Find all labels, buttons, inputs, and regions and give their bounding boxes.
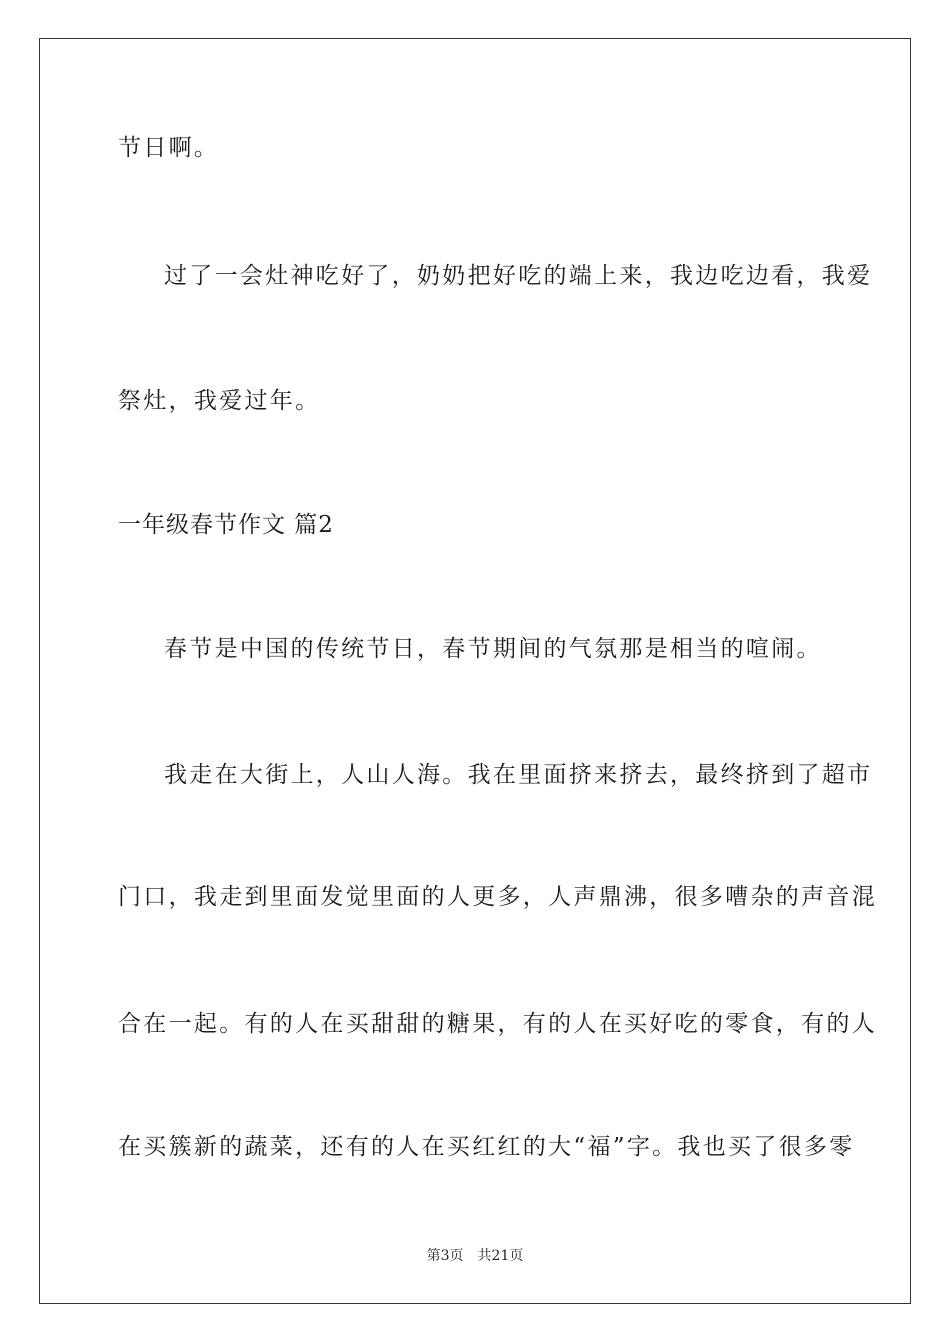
text-line-3: 祭灶，我爱过年。 xyxy=(118,388,321,414)
page-number: 第3页 xyxy=(426,1248,464,1264)
text-line-1: 节日啊。 xyxy=(118,135,220,161)
text-line-2: 过了一会灶神吃好了，奶奶把好吃的端上来，我边吃边看，我爱 xyxy=(164,263,873,289)
text-line-8: 合在一起。有的人在买甜甜的糖果，有的人在买好吃的零食，有的人 xyxy=(118,1011,877,1037)
section-heading: 一年级春节作文 篇2 xyxy=(118,512,334,538)
page-border xyxy=(39,38,911,1304)
page-footer xyxy=(0,1247,950,1265)
text-line-7: 门口，我走到里面发觉里面的人更多，人声鼎沸，很多嘈杂的声音混 xyxy=(118,884,877,910)
text-line-6: 我走在大街上，人山人海。我在里面挤来挤去，最终挤到了超市 xyxy=(164,762,873,788)
text-line-9: 在买簇新的蔬菜，还有的人在买红红的大“福”字。我也买了很多零 xyxy=(118,1134,855,1160)
text-line-5: 春节是中国的传统节日，春节期间的气氛那是相当的喧闹。 xyxy=(164,636,822,662)
page-total: 共21页 xyxy=(477,1248,524,1264)
